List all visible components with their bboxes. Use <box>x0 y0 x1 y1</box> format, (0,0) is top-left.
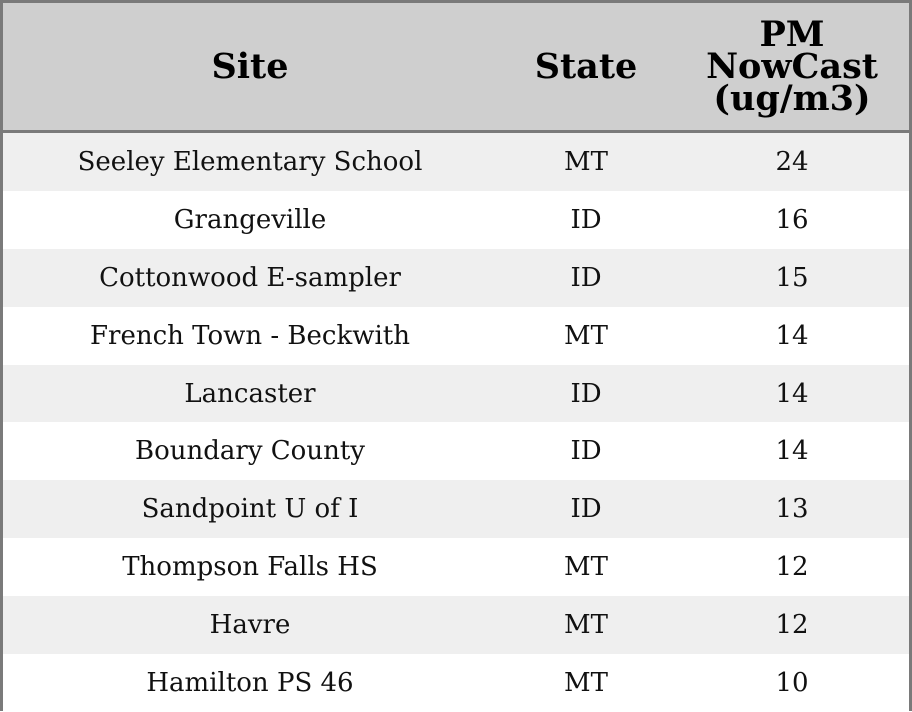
pm-cell: 10 <box>775 667 809 698</box>
header-pm-line3: (ug/m3) <box>713 77 871 119</box>
pm-cell: 12 <box>775 610 809 641</box>
state-cell: ID <box>570 436 602 467</box>
header-pm-nowcast <box>675 3 909 130</box>
pm-cell: 14 <box>775 320 809 351</box>
state-cell: ID <box>570 204 602 235</box>
table-row <box>3 307 909 365</box>
pm-cell: 16 <box>775 204 809 235</box>
header-state: State <box>534 45 638 87</box>
header-pm-line1: PM <box>759 13 825 55</box>
state-cell: MT <box>564 667 608 698</box>
pm-cell: 12 <box>775 552 809 583</box>
site-cell: Havre <box>209 610 291 641</box>
pm-cell: 24 <box>775 146 809 177</box>
site-cell: French Town - Beckwith <box>89 320 411 351</box>
pm-cell: 14 <box>775 378 809 409</box>
table-row <box>3 191 909 249</box>
state-cell: MT <box>564 320 608 351</box>
table-row <box>3 596 909 654</box>
table-row <box>3 422 909 480</box>
state-cell: ID <box>570 262 602 293</box>
pm-cell: 15 <box>775 262 809 293</box>
site-cell: Hamilton PS 46 <box>146 667 354 698</box>
state-cell: ID <box>570 378 602 409</box>
table-header <box>3 3 909 133</box>
site-cell: Lancaster <box>184 378 316 409</box>
state-cell: MT <box>564 146 608 177</box>
header-pm-line2: NowCast <box>706 45 878 87</box>
state-cell: MT <box>564 610 608 641</box>
site-cell: Cottonwood E-sampler <box>99 262 401 293</box>
state-cell: MT <box>564 552 608 583</box>
table-row <box>3 365 909 423</box>
pm-cell: 13 <box>775 494 809 525</box>
table-row <box>3 133 909 191</box>
site-cell: Thompson Falls HS <box>122 552 378 583</box>
pm-cell: 14 <box>775 436 809 467</box>
table-row <box>3 654 909 712</box>
header-site: Site <box>211 45 289 87</box>
table-row <box>3 249 909 307</box>
table-row <box>3 480 909 538</box>
state-cell: ID <box>570 494 602 525</box>
table-row <box>3 538 909 596</box>
site-cell: Boundary County <box>135 436 365 467</box>
site-cell: Seeley Elementary School <box>77 146 423 177</box>
site-cell: Sandpoint U of I <box>141 494 359 525</box>
site-cell: Grangeville <box>173 204 327 235</box>
